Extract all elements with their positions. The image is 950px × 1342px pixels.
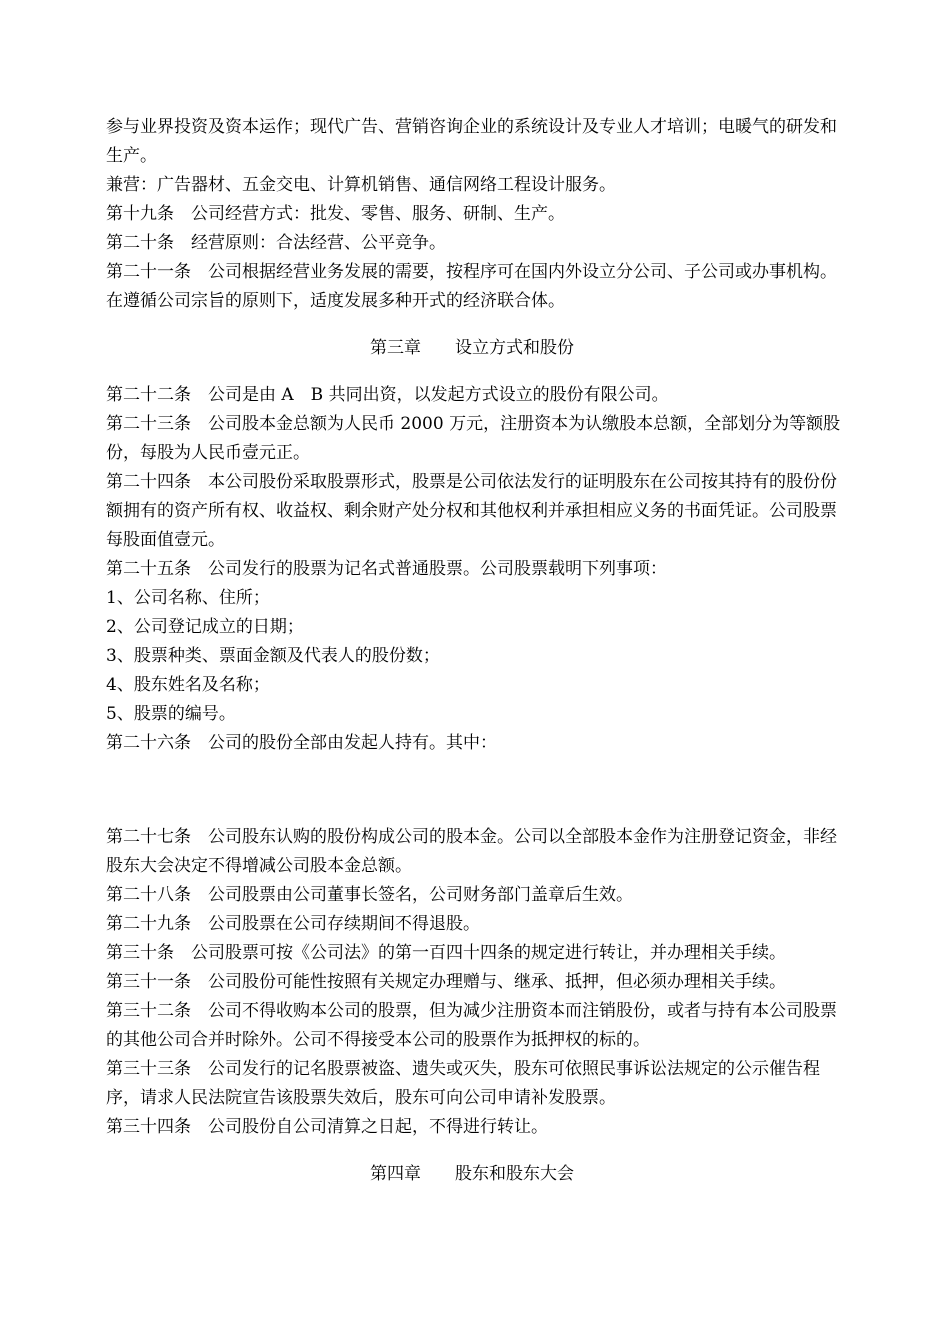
article-30: 第三十条 公司股票可按《公司法》的第一百四十四条的规定进行转让，并办理相关手续。 (106, 943, 786, 963)
article-26: 第二十六条 公司的股份全部由发起人持有。其中： (106, 733, 497, 753)
article-33: 第三十三条 公司发行的记名股票被盗、遗失或灭失，股东可依照民事诉讼法规定的公示催告程序，请求人民法院宣告该股票失效后，股东可向公司申请补发股票。 (106, 1059, 820, 1108)
document-page (106, 113, 846, 1189)
article-21: 第二十一条 公司根据经营业务发展的需要，按程序可在国内外设立分公司、子公司或办事机构。在遵循公司宗旨的原则下，适度发展多种开式的经济联合体。 (106, 262, 837, 311)
article-34: 第三十四条 公司股份自公司清算之日起，不得进行转让。 (106, 1117, 548, 1137)
article-29: 第二十九条 公司股票在公司存续期间不得退股。 (106, 914, 480, 934)
list-item-1: 1、公司名称、住所； (106, 588, 270, 608)
chapter-3-number: 第三章 (370, 338, 421, 358)
chapter-4-heading (106, 1160, 846, 1189)
spacer (106, 363, 846, 381)
chapter-4-title: 股东和股东大会 (455, 1164, 574, 1184)
paragraph-business-scope: 参与业界投资及资本运作；现代广告、营销咨询企业的系统设计及专业人才培训；电暖气的研发和生产。 (106, 117, 837, 166)
blank-space (106, 758, 846, 823)
spacer (106, 1142, 846, 1160)
article-25: 第二十五条 公司发行的股票为记名式普通股票。公司股票载明下列事项： (106, 559, 667, 579)
article-24: 第二十四条 本公司股份采取股票形式，股票是公司依法发行的证明股东在公司按其持有的股份份额拥有的资产所有权、收益权、剩余财产处分权和其他权利并承担相应义务的书面凭证。公司股票每股面值壹元。 (106, 472, 837, 550)
article-19: 第十九条 公司经营方式：批发、零售、服务、研制、生产。 (106, 204, 565, 224)
article-27: 第二十七条 公司股东认购的股份构成公司的股本金。公司以全部股本金作为注册登记资金，非经股东大会决定不得增减公司股本金总额。 (106, 827, 837, 876)
article-31: 第三十一条 公司股份可能性按照有关规定办理赠与、继承、抵押，但必须办理相关手续。 (106, 972, 786, 992)
article-20: 第二十条 经营原则：合法经营、公平竞争。 (106, 233, 446, 253)
paragraph-secondary-business: 兼营：广告器材、五金交电、计算机销售、通信网络工程设计服务。 (106, 175, 616, 195)
chapter-3-heading (106, 334, 846, 363)
chapter-4-number: 第四章 (370, 1164, 421, 1184)
list-item-3: 3、股票种类、票面金额及代表人的股份数； (106, 646, 440, 666)
list-item-4: 4、股东姓名及名称； (106, 675, 270, 695)
list-item-5: 5、股票的编号。 (106, 704, 236, 724)
article-22: 第二十二条 公司是由 A B 共同出资，以发起方式设立的股份有限公司。 (106, 385, 669, 405)
article-23: 第二十三条 公司股本金总额为人民币 2000 万元，注册资本为认缴股本总额，全部划分为等额股份，每股为人民币壹元正。 (106, 414, 841, 463)
article-32: 第三十二条 公司不得收购本公司的股票，但为减少注册资本而注销股份，或者与持有本公司股票的其他公司合并时除外。公司不得接受本公司的股票作为抵押权的标的。 (106, 1001, 837, 1050)
chapter-3-title: 设立方式和股份 (455, 338, 574, 358)
spacer (106, 316, 846, 334)
article-28: 第二十八条 公司股票由公司董事长签名，公司财务部门盖章后生效。 (106, 885, 633, 905)
list-item-2: 2、公司登记成立的日期； (106, 617, 304, 637)
